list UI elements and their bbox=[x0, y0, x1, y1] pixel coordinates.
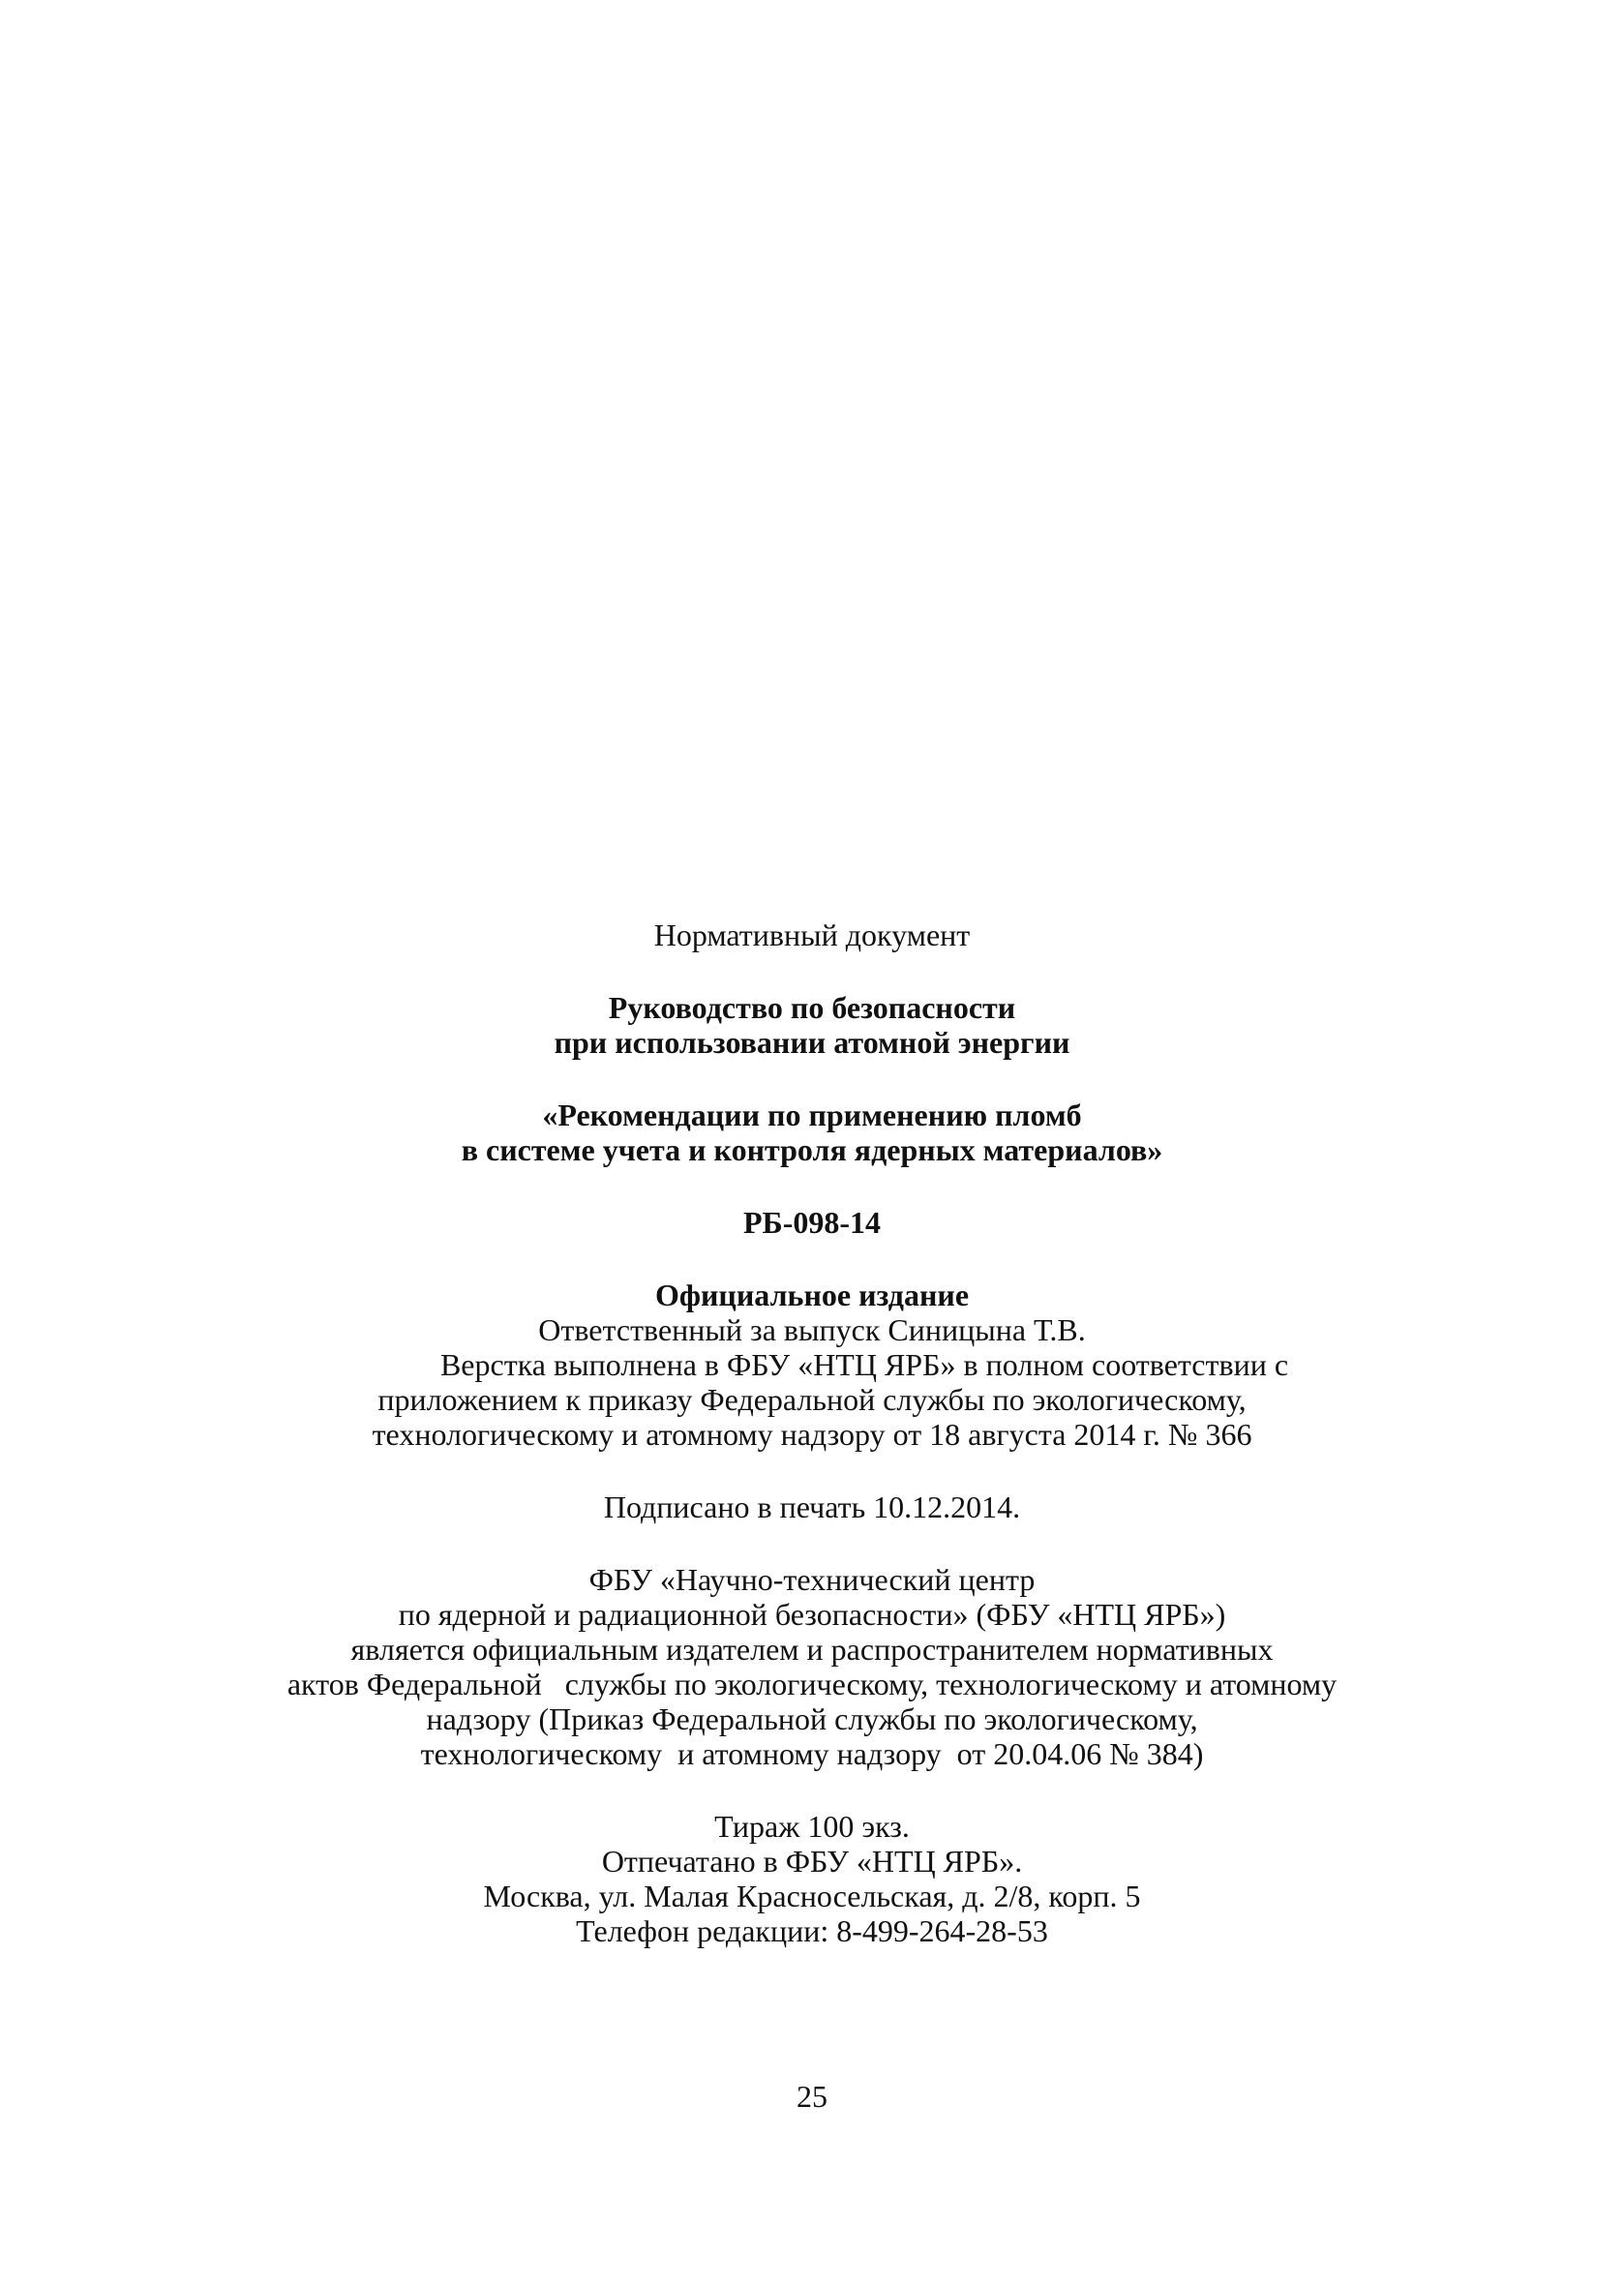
title-line-2: при использовании атомной энергии bbox=[554, 1025, 1070, 1060]
publisher-line-3: является официальным издателем и распространителем нормативных bbox=[350, 1632, 1274, 1667]
circulation: Тираж 100 экз. bbox=[714, 1809, 910, 1844]
subtitle-line-1: «Рекомендации по применению пломб bbox=[542, 1098, 1082, 1132]
editorial-phone: Телефон редакции: 8-499-264-28-53 bbox=[576, 1913, 1048, 1948]
publisher-line-1: ФБУ «Научно-технический центр bbox=[588, 1562, 1036, 1597]
signed-date: Подписано в печать 10.12.2014. bbox=[603, 1489, 1021, 1524]
doc-type: Нормативный документ bbox=[653, 917, 971, 952]
layout-line-3: технологическому и атомному надзору от 18 августа 2014 г. № 366 bbox=[372, 1417, 1252, 1452]
layout-line-1: Верстка выполнена в ФБУ «НТЦ ЯРБ» в полном соответствии с bbox=[439, 1347, 1289, 1382]
edition-label: Официальное издание bbox=[654, 1278, 970, 1312]
printed-at: Отпечатано в ФБУ «НТЦ ЯРБ». bbox=[601, 1844, 1023, 1879]
title-line-1: Руководство по безопасности bbox=[608, 990, 1016, 1025]
document-code: РБ-098-14 bbox=[742, 1205, 881, 1240]
subtitle-line-2: в системе учета и контроля ядерных материалов» bbox=[461, 1132, 1163, 1167]
responsible-line: Ответственный за выпуск Синицына Т.В. bbox=[538, 1312, 1086, 1347]
layout-line-2: приложением к приказу Федеральной службы по экологическому, bbox=[377, 1382, 1247, 1417]
publisher-line-4: актов Федеральной службы по экологическому, технологическому и атомному bbox=[286, 1667, 1338, 1701]
imprint-block bbox=[0, 917, 1624, 1948]
publisher-line-6: технологическому и атомному надзору от 20.04.06 № 384) bbox=[420, 1736, 1204, 1771]
page-number: 25 bbox=[797, 2079, 827, 2114]
publisher-line-5: надзору (Приказ Федеральной службы по экологическому, bbox=[426, 1701, 1198, 1736]
address: Москва, ул. Малая Красносельская, д. 2/8, корп. 5 bbox=[483, 1879, 1141, 1913]
publisher-line-2: по ядерной и радиационной безопасности» (ФБУ «НТЦ ЯРБ») bbox=[398, 1597, 1226, 1632]
